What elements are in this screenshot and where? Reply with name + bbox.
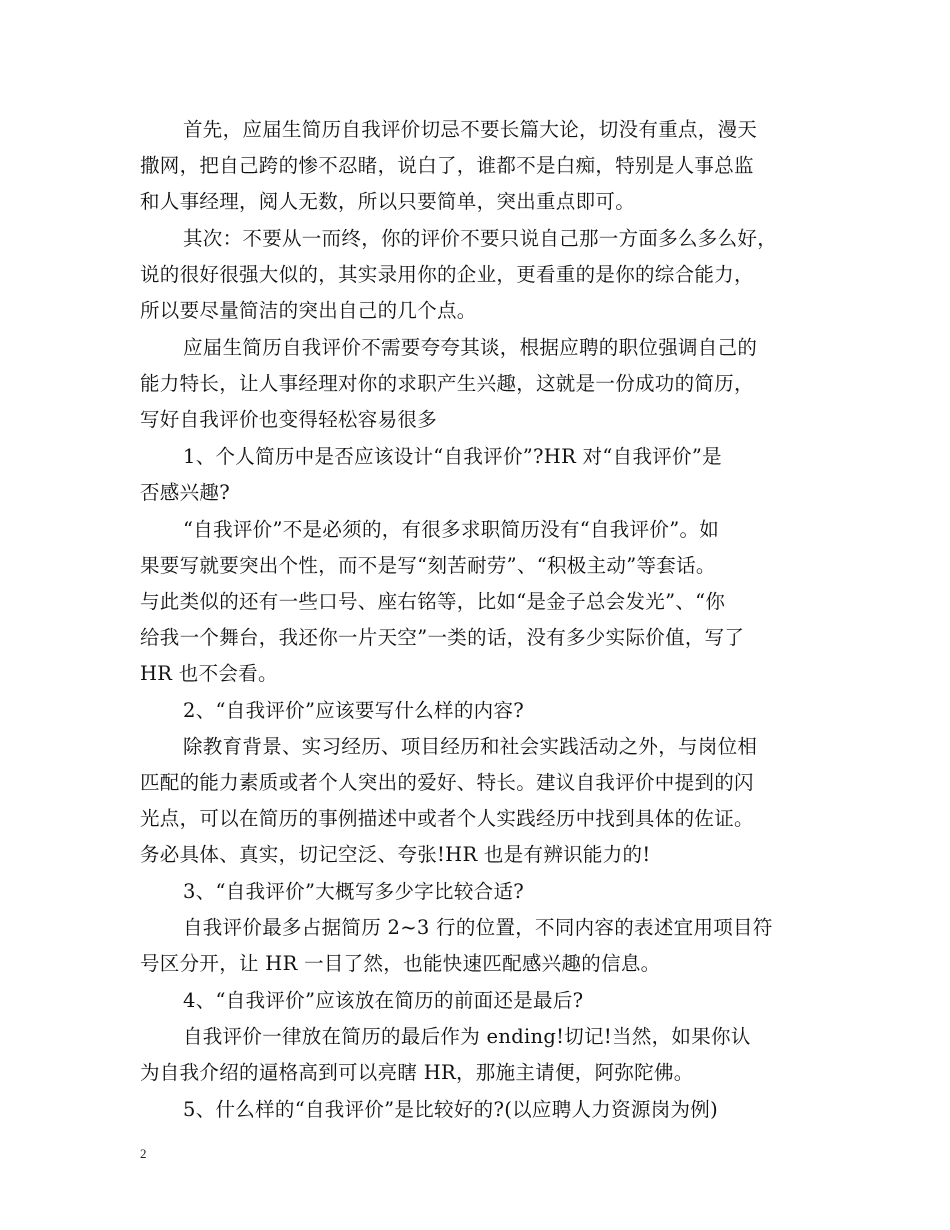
paragraph-line: 光点，可以在简历的事例描述中或者个人实践经历中找到具体的佐证。 [140, 807, 754, 830]
question-heading: 5、什么样的“自我评价”是比较好的?(以应聘人力资源岗为例) [183, 1098, 719, 1121]
paragraph-line: 为自我介绍的逼格高到可以亮瞎 HR，那施主请便，阿弥陀佛。 [140, 1061, 694, 1084]
question-heading: 3、“自我评价”大概写多少字比较合适? [183, 880, 524, 903]
paragraph-line: 与此类似的还有一些口号、座右铭等，比如“是金子总会发光”、“你 [140, 590, 726, 613]
paragraph-line: 应届生简历自我评价不需要夸夸其谈，根据应聘的职位强调自己的 [183, 336, 758, 359]
question-heading: 1、个人简历中是否应该设计“自我评价”?HR 对“自我评价”是 [183, 445, 722, 468]
question-heading: 4、“自我评价”应该放在简历的前面还是最后? [183, 989, 584, 1012]
paragraph-line: 所以要尽量简洁的突出自己的几个点。 [140, 299, 477, 322]
paragraph-line: 和人事经理，阅人无数，所以只要简单，突出重点即可。 [140, 190, 636, 213]
question-heading: 否感兴趣? [140, 481, 230, 504]
paragraph-line: “自我评价”不是必须的，有很多求职简历没有“自我评价”。如 [183, 518, 720, 541]
paragraph-line: 自我评价最多占据简历 2~3 行的位置，不同内容的表述宜用项目符 [183, 916, 773, 939]
paragraph-line: 号区分开，让 HR 一目了然，也能快速匹配感兴趣的信息。 [140, 952, 661, 975]
paragraph-line: 务必具体、真实，切记空泛、夸张!HR 也是有辨识能力的! [140, 843, 651, 866]
paragraph-line: 果要写就要突出个性，而不是写“刻苦耐劳”、“积极主动”等套话。 [140, 554, 716, 577]
paragraph-line: 首先，应届生简历自我评价切忌不要长篇大论，切没有重点，漫天 [183, 118, 758, 141]
paragraph-line: 自我评价一律放在简历的最后作为 ending!切记!当然，如果你认 [183, 1025, 751, 1048]
paragraph-line: 能力特长，让人事经理对你的求职产生兴趣，这就是一份成功的简历， [140, 372, 754, 395]
page-number: 2 [140, 1146, 147, 1161]
question-heading: 2、“自我评价”应该要写什么样的内容? [183, 699, 524, 722]
paragraph-line: HR 也不会看。 [140, 662, 278, 685]
paragraph-line: 撒网，把自己跨的惨不忍睹，说白了，谁都不是白痴，特别是人事总监 [140, 154, 754, 177]
paragraph-line: 写好自我评价也变得轻松容易很多 [140, 408, 438, 431]
paragraph-line: 除教育背景、实习经历、项目经历和社会实践活动之外，与岗位相 [183, 735, 758, 758]
paragraph-line: 其次：不要从一而终，你的评价不要只说自己那一方面多么多么好， [183, 227, 778, 250]
paragraph-line: 给我一个舞台，我还你一片天空”一类的话，没有多少实际价值，写了 [140, 626, 745, 649]
paragraph-line: 说的很好很强大似的，其实录用你的企业，更看重的是你的综合能力， [140, 263, 754, 286]
paragraph-line: 匹配的能力素质或者个人突出的爱好、特长。建议自我评价中提到的闪 [140, 771, 754, 794]
